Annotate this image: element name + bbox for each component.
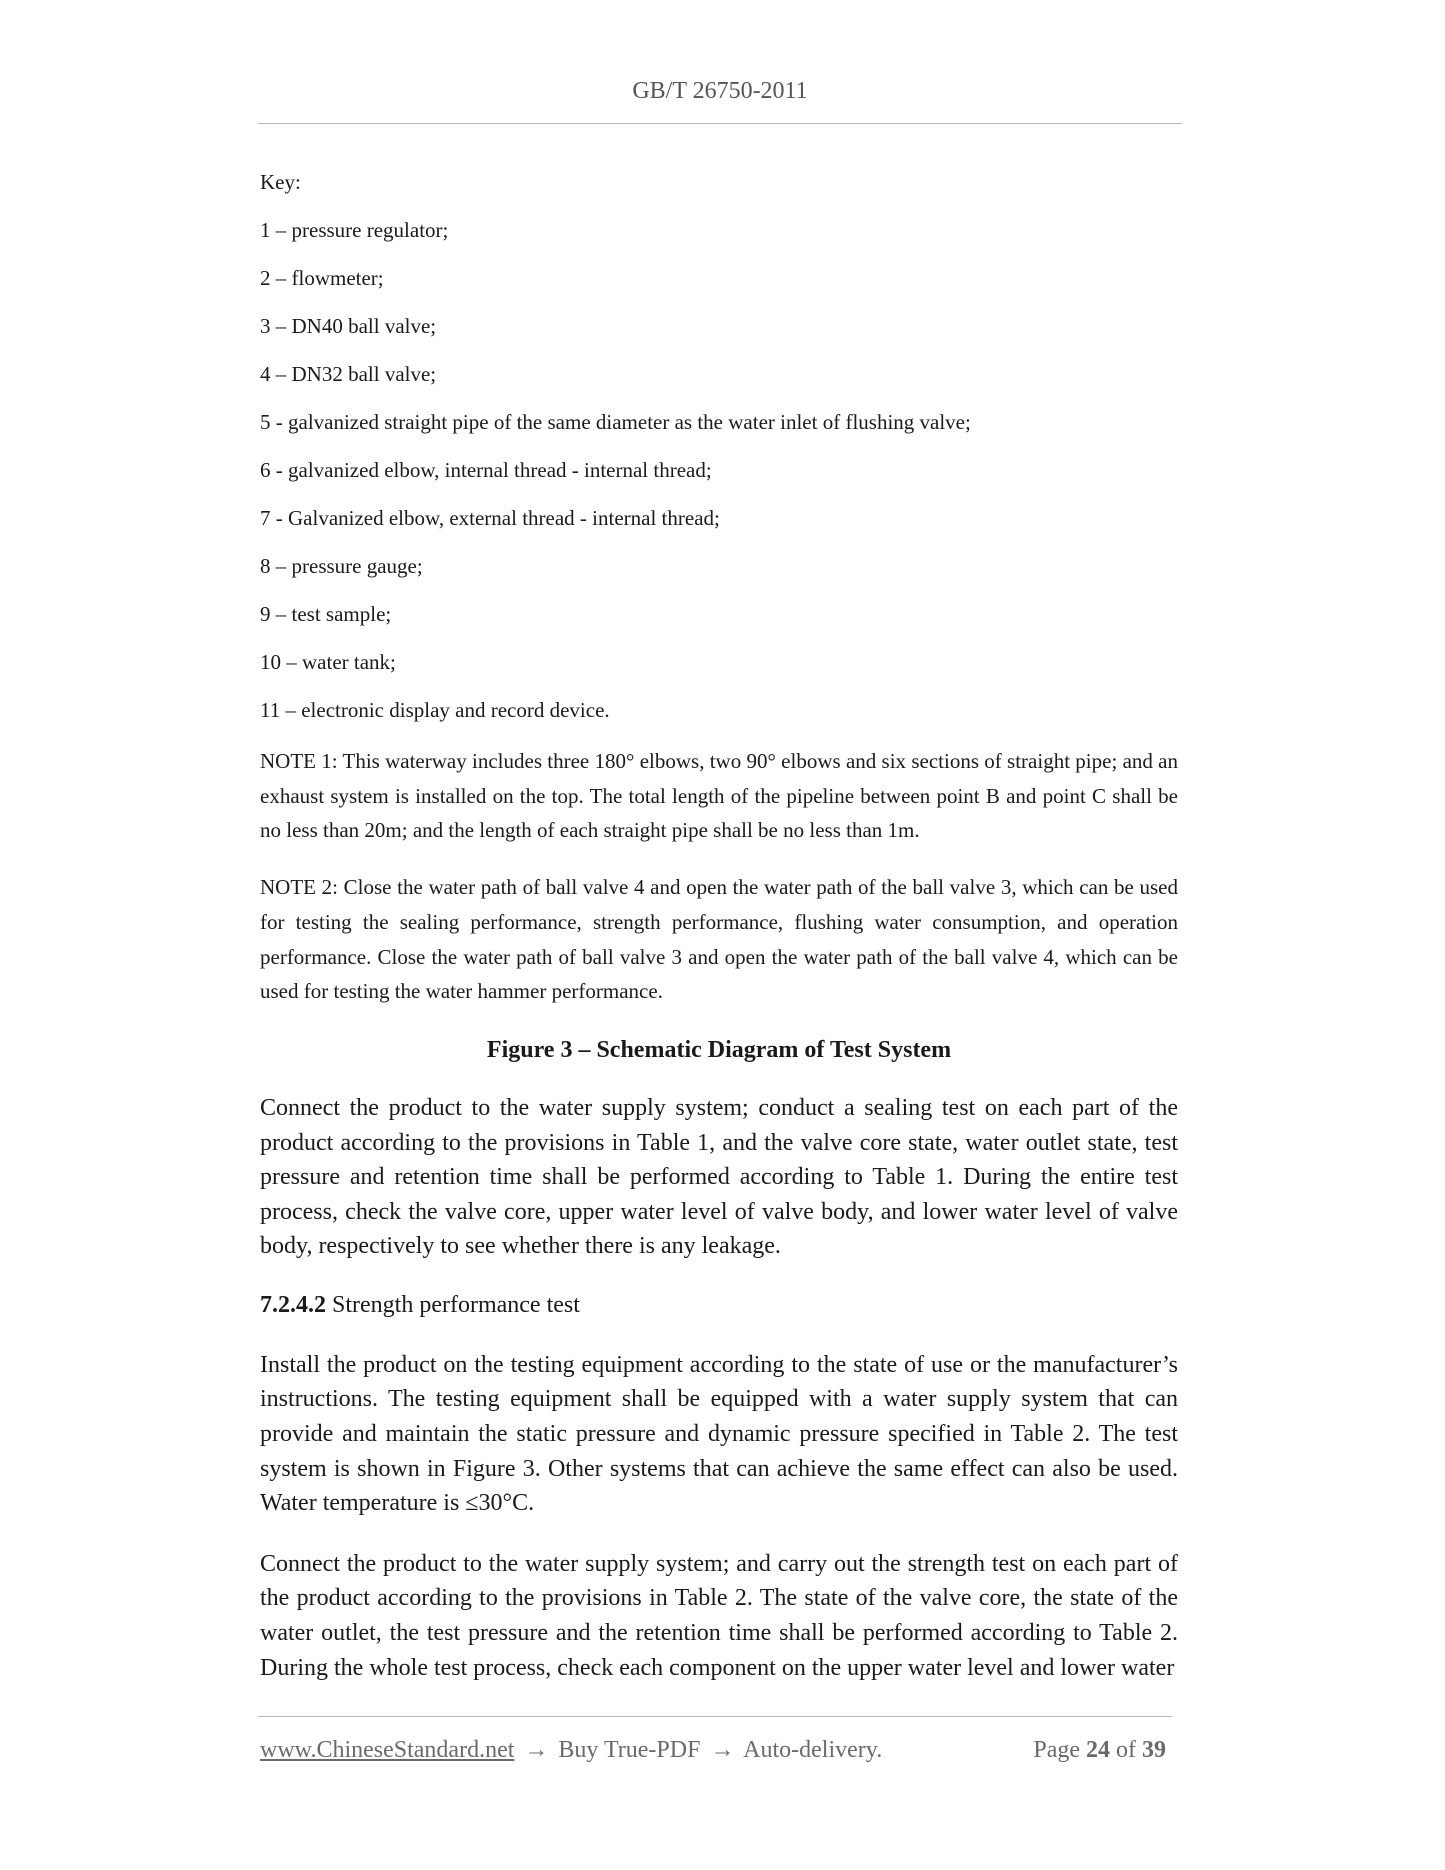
key-item: 1 – pressure regulator;: [260, 218, 449, 242]
header-divider: [258, 123, 1182, 124]
key-item: 2 – flowmeter;: [260, 266, 384, 290]
key-item: 5 - galvanized straight pipe of the same diameter as the water inlet of flushing valve;: [260, 410, 971, 434]
key-item: 3 – DN40 ball valve;: [260, 314, 437, 338]
key-item: 10 – water tank;: [260, 650, 396, 674]
key-title: Key:: [260, 170, 301, 194]
key-item: 6 - galvanized elbow, internal thread - internal thread;: [260, 458, 712, 482]
note-1: NOTE 1: This waterway includes three 180° elbows, two 90° elbows and six sections of straight pipe; and an exhaust system is installed on the top. The total length of the pipeline between point B and point C shall be no less than 20m; and the length of each straight pipe shall be no less than 1m.: [260, 749, 1178, 843]
key-list: [260, 216, 1178, 724]
section-heading: [260, 1290, 1178, 1320]
page-number: 24: [1086, 1737, 1110, 1763]
page-indicator: [1033, 1735, 1166, 1765]
buy-pdf-text: Buy True-PDF: [558, 1737, 701, 1763]
site-link[interactable]: www.ChineseStandard.net: [260, 1737, 515, 1763]
section-number: 7.2.4.2: [260, 1291, 326, 1318]
install-paragraph: Install the product on the testing equipment according to the state of use or the manufacturer’s instructions. The testing equipment shall be equipped with a water supply system that can provide and maintain the static pressure and dynamic pressure specified in Table 2. The test system is shown in Figure 3. Other systems that can achieve the same effect can also be used. Water temperature is ≤30°C.: [260, 1351, 1178, 1517]
total-pages: 39: [1142, 1737, 1166, 1763]
key-item: 7 - Galvanized elbow, external thread - internal thread;: [260, 506, 720, 530]
strength-test-paragraph: Connect the product to the water supply system; and carry out the strength test on each part of the product according to the provisions in Table 2. The state of the valve core, the state of the water outlet, the test pressure and the retention time shall be performed according to Table 2. During the whole test process, check each component on the upper water level and lower water: [260, 1550, 1178, 1681]
figure-caption: Figure 3 – Schematic Diagram of Test System: [486, 1036, 952, 1063]
section-title: Strength performance test: [332, 1291, 580, 1318]
note-2: NOTE 2: Close the water path of ball valve 4 and open the water path of the ball valve 3, which can be used for testing the sealing performance, strength performance, flushing water consumption, and operation performance. Close the water path of ball valve 3 and open the water path of the ball valve 4, which can be used for testing the water hammer performance.: [260, 875, 1178, 1004]
arrow-right-icon: →: [524, 1737, 549, 1763]
auto-delivery-text: Auto-delivery.: [743, 1737, 883, 1763]
key-item: 11 – electronic display and record device.: [260, 698, 610, 722]
page-label: Page: [1033, 1737, 1080, 1763]
page-footer: [260, 1735, 1172, 1765]
key-item: 4 – DN32 ball valve;: [260, 362, 437, 386]
arrow-right-icon: →: [710, 1737, 735, 1763]
page-body: [260, 168, 1178, 1711]
footer-divider: [258, 1716, 1172, 1717]
key-item: 9 – test sample;: [260, 602, 392, 626]
document-code-header: GB/T 26750-2011: [632, 78, 808, 104]
sealing-test-paragraph: Connect the product to the water supply system; conduct a sealing test on each part of the product according to the provisions in Table 1, and the valve core state, water outlet state, test pressure and retention time shall be performed according to Table 1. During the entire test process, check the valve core, upper water level of valve body, and lower water level of valve body, respectively to see whether there is any leakage.: [260, 1094, 1178, 1260]
of-label: of: [1116, 1737, 1136, 1763]
key-item: 8 – pressure gauge;: [260, 554, 423, 578]
